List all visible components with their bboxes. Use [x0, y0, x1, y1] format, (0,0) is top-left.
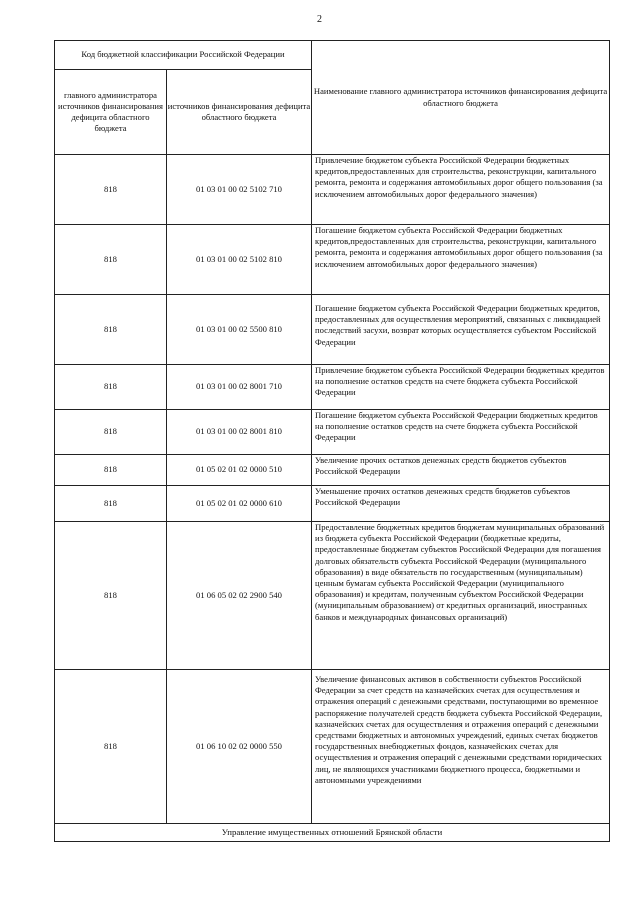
- row-name: Предоставление бюджетных кредитов бюджетам муниципальных образований из бюджета субъекта Российской Федерации (бюджетные кредиты, предоставленные бюджетам субъектов Российской Федерации для погашения долговых обязательств субъекта Российской Федерации (муниципального образования) в виде обязательств по государственным (муниципальным) ценным бумагам субъекта Российской Федерации (муниципального образования) и кредитам, полученным субъектом Российской Федерации (муниципальным образованием) от кредитных организаций, иностранных банков и международных финансовых организаций): [312, 522, 610, 670]
- row-name: Погашение бюджетом субъекта Российской Федерации бюджетных кредитов на пополнение остатков средств на счете бюджета субъекта Российской Федерации: [312, 410, 610, 455]
- header-col-name: Наименование главного администратора источников финансирования дефицита областного бюджета: [312, 41, 610, 155]
- table-row: [55, 410, 610, 455]
- row-source-code: 01 06 05 02 02 2900 540: [167, 522, 312, 670]
- page-number: 2: [317, 14, 322, 25]
- section-heading-row: [55, 824, 610, 842]
- row-admin-code: 818: [55, 225, 167, 295]
- row-source-code: 01 05 02 01 02 0000 610: [167, 486, 312, 522]
- table-row: [55, 365, 610, 410]
- section-heading: Управление имущественных отношений Брянской области: [55, 824, 610, 842]
- row-name: Увеличение прочих остатков денежных средств бюджетов субъектов Российской Федерации: [312, 455, 610, 486]
- row-name: Увеличение финансовых активов в собственности субъектов Российской Федерации за счет средств на казначейских счетах для осуществления и отражения операций с денежными средствами, поступающими во временное распоряжение получателей средств бюджета субъекта Российской Федерации, казначейских счетах для осуществления и отражения операций с денежными средствами бюджетных и автономных учреждений, единых счетах бюджетов государственных внебюджетных фондов, казначейских счетах для осуществления и отражения операций с денежными средствами юридических лиц, не являющихся участниками бюджетного процесса, бюджетными и автономными учреждениями: [312, 670, 610, 824]
- table-row: [55, 522, 610, 670]
- row-name: Погашение бюджетом субъекта Российской Федерации бюджетных кредитов,предоставленных для строительства, реконструкции, капитального ремонта, ремонта и содержания автомобильных дорог общего пользования (за исключением автомобильных дорог федерального значения): [312, 225, 610, 295]
- table-row: [55, 225, 610, 295]
- row-admin-code: 818: [55, 670, 167, 824]
- header-col-admin: главного администратора источников финансирования дефицита областного бюджета: [55, 70, 167, 155]
- budget-classification-table: [54, 40, 610, 842]
- row-admin-code: 818: [55, 155, 167, 225]
- row-admin-code: 818: [55, 365, 167, 410]
- row-admin-code: 818: [55, 295, 167, 365]
- table-row: [55, 670, 610, 824]
- header-code-group: Код бюджетной классификации Российской Федерации: [55, 41, 312, 70]
- row-name: Погашение бюджетом субъекта Российской Федерации бюджетных кредитов, предоставленных для осуществления мероприятий, связанных с ликвидацией последствий засухи, возврат которых осуществляется субъектом Российской Федерации: [312, 295, 610, 365]
- table-row: [55, 155, 610, 225]
- header-col-source: источников финансирования дефицита областного бюджета: [167, 70, 312, 155]
- row-admin-code: 818: [55, 410, 167, 455]
- table-row: [55, 455, 610, 486]
- row-name: Уменьшение прочих остатков денежных средств бюджетов субъектов Российской Федерации: [312, 486, 610, 522]
- row-admin-code: 818: [55, 455, 167, 486]
- table-row: [55, 486, 610, 522]
- row-source-code: 01 03 01 00 02 5102 710: [167, 155, 312, 225]
- row-admin-code: 818: [55, 522, 167, 670]
- row-source-code: 01 05 02 01 02 0000 510: [167, 455, 312, 486]
- row-name: Привлечение бюджетом субъекта Российской Федерации бюджетных кредитов на пополнение остатков средств на счете бюджета субъекта Российской Федерации: [312, 365, 610, 410]
- row-admin-code: 818: [55, 486, 167, 522]
- row-source-code: 01 03 01 00 02 5102 810: [167, 225, 312, 295]
- table-row: [55, 295, 610, 365]
- row-source-code: 01 03 01 00 02 8001 810: [167, 410, 312, 455]
- row-name: Привлечение бюджетом субъекта Российской Федерации бюджетных кредитов,предоставленных для строительства, реконструкции, капитального ремонта, ремонта и содержания автомобильных дорог общего пользования (за исключением автомобильных дорог федерального значения): [312, 155, 610, 225]
- row-source-code: 01 06 10 02 02 0000 550: [167, 670, 312, 824]
- row-source-code: 01 03 01 00 02 8001 710: [167, 365, 312, 410]
- row-source-code: 01 03 01 00 02 5500 810: [167, 295, 312, 365]
